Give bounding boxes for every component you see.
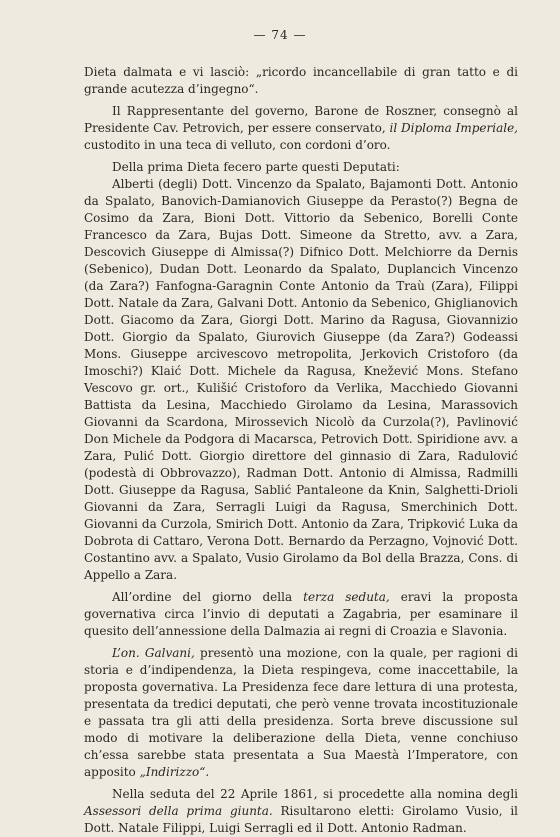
text-run: Il Rappresentante del governo, Barone de Roszner, consegnò al Presidente Cav. Petrovich, per essere conservato, <box>84 104 518 135</box>
paragraph <box>84 159 518 176</box>
italic-run: L’on. Galvani, <box>112 646 195 660</box>
paragraph <box>84 786 518 837</box>
page-number: — 74 — <box>253 28 307 42</box>
text-run: custodito in una teca di velluto, con cordoni d’oro. <box>84 138 391 152</box>
text-run: Alberti (degli) Dott. Vincenzo da Spalato, Bajamonti Dott. Antonio da Spalato, Banovich-Damianovich Giuseppe da Perasto(?) Begna de Cosimo da Zara, Bioni Dott. Vittorio da Sebenico, Borelli Conte Francesco da Zara, Bujas Dott. Simeone da Stretto, avv. a Zara, Descovich Giuseppe di Almissa(?) Difnico Dott. Melchiorre da Dernis (Sebenico), Dudan Dott. Leonardo da Spalato, Duplancich Vincenzo (da Zara?) Fanfogna-Garagnin Conte Antonio da Traù (Zara), Filippi Dott. Natale da Zara, Galvani Dott. Antonio da Sebenico, Ghiglianovich Dott. Giacomo da Zara, Giorgi Dott. Marino da Ragusa, Giovannizio Dott. Giorgio da Spalato, Giurovich Giuseppe (da Zara?) Godeassi Mons. Giuseppe arcivescovo metropolita, Jerkovich Cristoforo (da Imoschi?) Klaić Dott. Michele da Ragusa, Knežević Mons. Stefano Vescovo gr. ort., Kulišić Cristoforo da Verlika, Macchiedo Giovanni Battista da Lesina, Macchiedo Girolamo da Lesina, Marassovich Giovanni da Scardona, Mirossevich Nicolò da Curzola(?), Pavlinović Don Michele da Podgora di Macarsca, Petrovich Dott. Spiridione avv. a Zara, Pulić Dott. Giorgio direttore del ginnasio di Zara, Radulović (podestà di Obbrovazzo), Radman Dott. Antonio di Almissa, Radmilli Dott. Giuseppe da Ragusa, Sablić Pantaleone da Knin, Salghetti-Drioli Giovanni da Zara, Serragli Luigi da Ragusa, Smerchinich Dott. Giovanni da Curzola, Smirich Dott. Antonio da Zara, Tripković Luka da Dobrota di Cattaro, Verona Dott. Bernardo da Perzagno, Vojnović Dott. Costantino avv. a Spalato, Vusio Girolamo da Bol della Brazza, Cons. di Appello a Zara. <box>84 177 518 582</box>
text-run: Nella seduta del 22 Aprile 1861, si procedette alla nomina degli <box>112 787 518 801</box>
paragraph <box>84 645 518 781</box>
italic-run: il Diploma Imperiale, <box>389 121 518 135</box>
paragraph <box>84 589 518 640</box>
paragraph <box>84 103 518 154</box>
paragraph <box>84 64 518 98</box>
italic-run: terza seduta, <box>303 590 390 604</box>
italic-run: „Indirizzo“. <box>139 765 210 779</box>
text-run: Risultarono eletti: Girolamo Vusio, il Dott. Natale Filippi, Luigi Serragli ed il Dott. Antonio Radman. <box>84 804 518 835</box>
text-run: presentò una mozione, con la quale, per ragioni di storia e d’indipendenza, la Dieta respingeva, come inaccettabile, la proposta governativa. La Presidenza fece dare lettura di una protesta, presentata da tredici deputati, che però venne trovata incostituzionale e passata tra gli atti della presidenza. Sorta breve discussione sul modo di motivare la deliberazione della Dieta, venne conchiuso ch’essa sarebbe stata presentata a Sua Maestà l’Imperatore, con apposito <box>84 646 518 779</box>
body-text <box>84 64 518 837</box>
text-run: Della prima Dieta fecero parte questi Deputati: <box>112 160 400 174</box>
paragraph <box>84 176 518 584</box>
text-run: eravi la proposta governativa circa l’invio di deputati a Zagabria, per esaminare il quesito dell’annessione della Dalmazia ai regni di Croazia e Slavonia. <box>84 590 518 638</box>
text-run: All’ordine del giorno della <box>112 590 304 604</box>
text-run: Dieta dalmata e vi lasciò: „ricordo incancellabile di gran tatto e di grande acutezza d’ingegno“. <box>84 65 518 96</box>
italic-run: Assessori della prima giunta. <box>84 804 273 818</box>
